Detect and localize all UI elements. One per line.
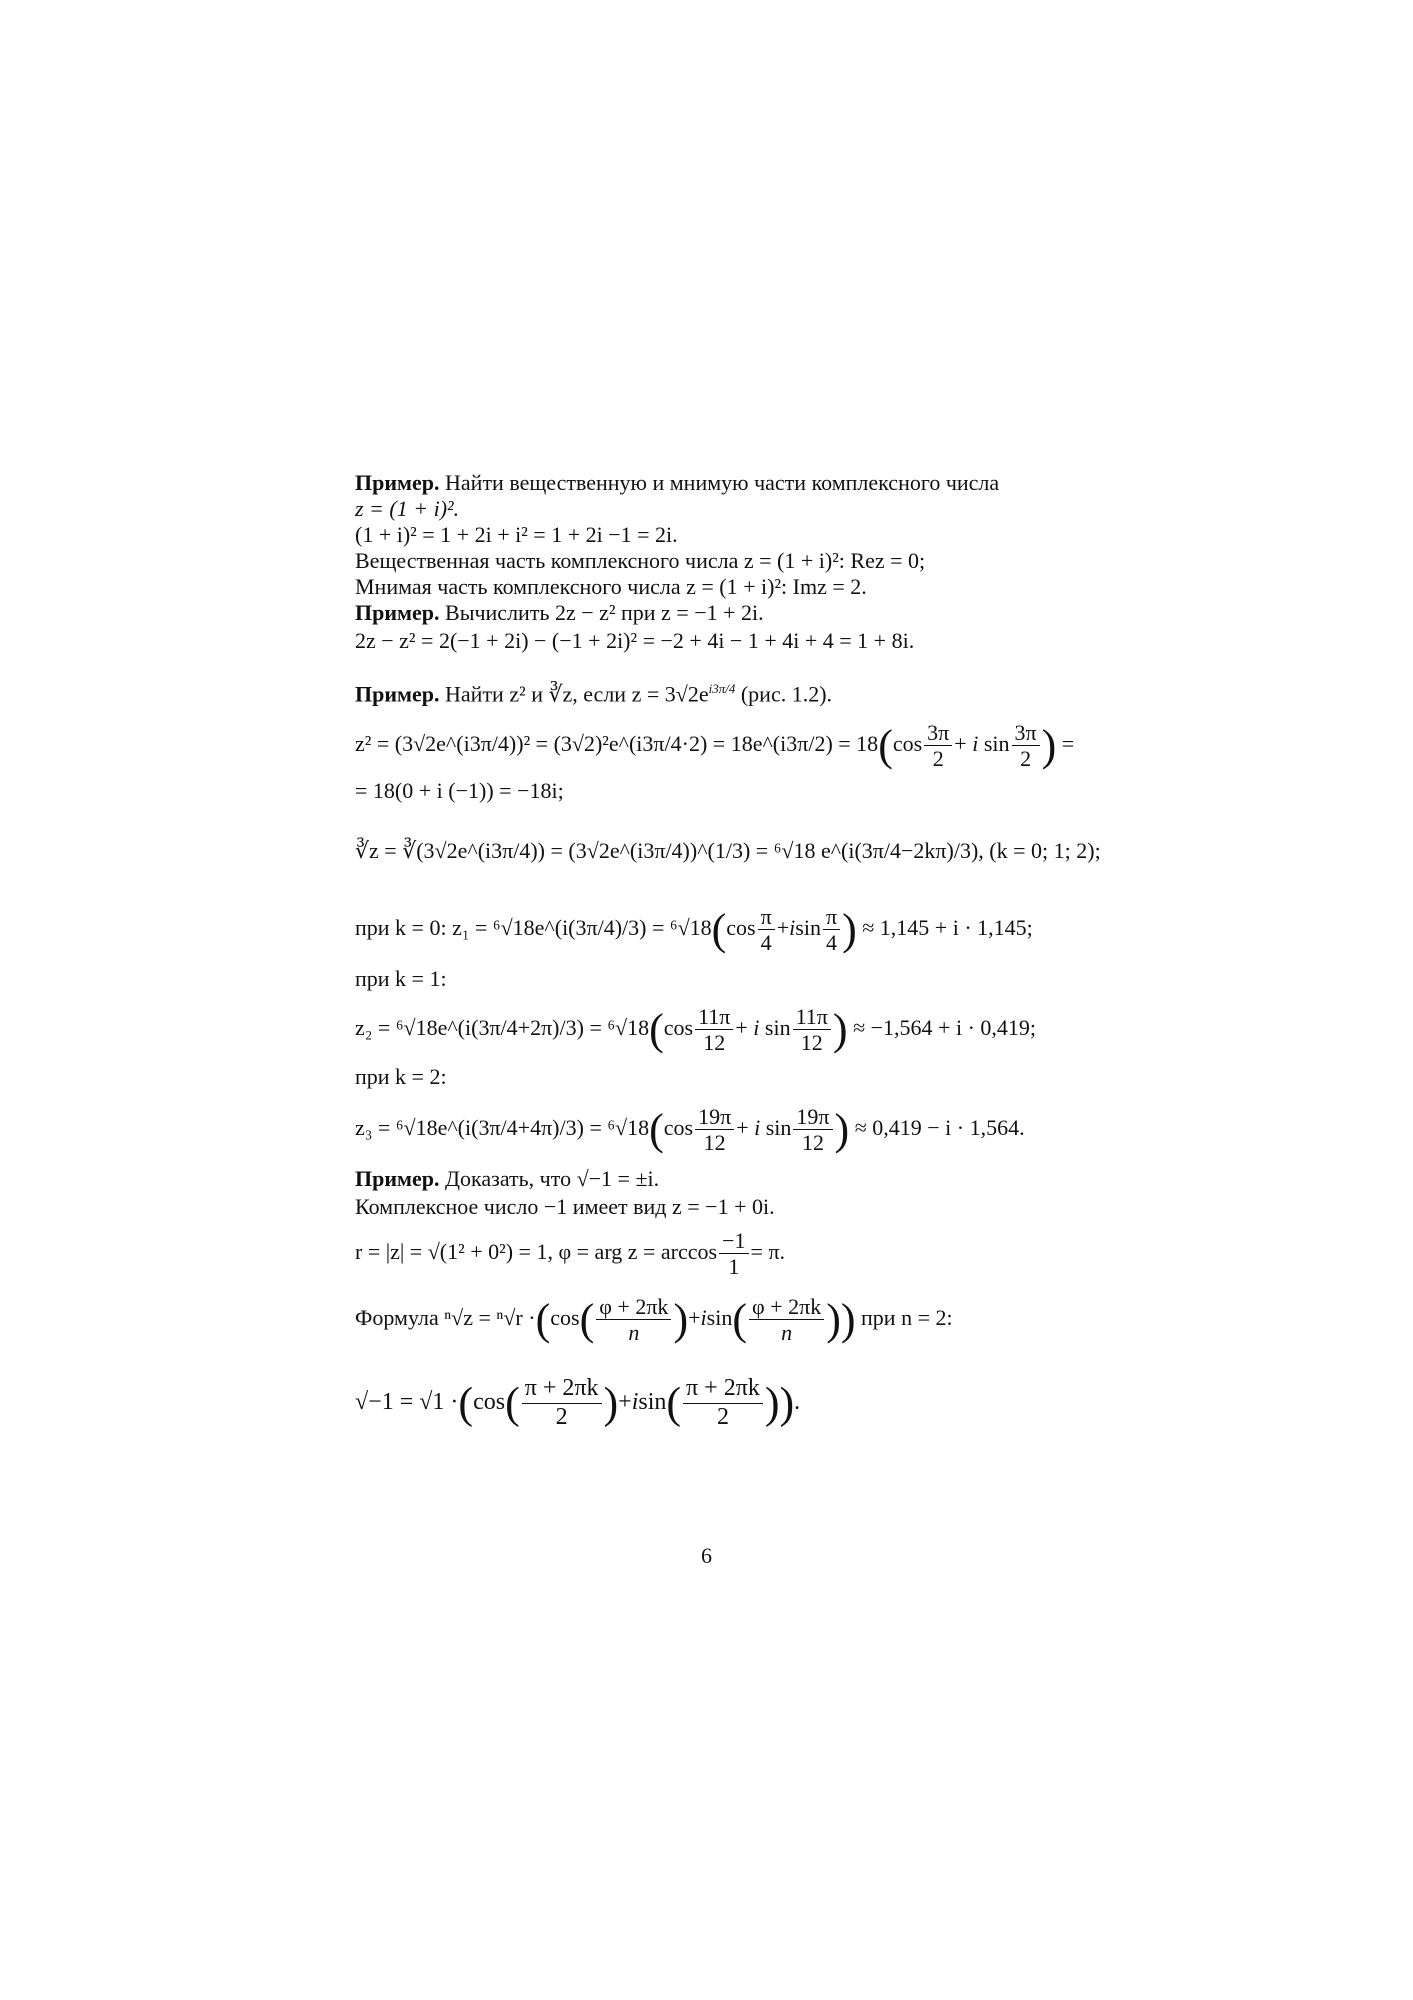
example3-title-a: Найти z² и ∛z, если z = 3√2e	[445, 681, 709, 707]
k1-line: z₂ = ⁶√18e^(i(3π/4+2π)/3) = ⁶√18(cos $\frac{11\pi}{12}$ + i sin $\frac{11\pi}{12}$ ) ≈ −1,564 + i · 0,419;	[355, 1004, 1037, 1056]
cube-root-line: ∛z = ∛(3√2e^(i3π/4)) = (3√2e^(i3π/4))^(1/3) = ⁶√18 e^(i(3π/4−2kπ)/3), (k = 0; 1; 2);	[355, 838, 1101, 863]
example2-title: Вычислить 2z − z² при z = −1 + 2i.	[445, 600, 764, 625]
example4-title: Доказать, что √−1 = ±i.	[445, 1166, 660, 1191]
fraction-numerator: 19π	[695, 1104, 734, 1130]
k1-label: при k = 1:	[355, 966, 447, 991]
fraction-denominator: 1	[728, 1254, 740, 1280]
k0-value: ≈ 1,145 + i · 1,145;	[862, 915, 1033, 940]
fraction-denominator: n	[628, 1320, 640, 1346]
example-label: Пример.	[355, 600, 440, 625]
fraction-numerator: 11π	[695, 1004, 733, 1030]
z-squared-expression: z² = (3√2e^(i3π/4))² = (3√2)²e^(i3π/4·2) = 18e^(i3π/2) = 18	[355, 731, 879, 756]
fraction-denominator: 2	[932, 746, 944, 772]
z-squared-line: z² = (3√2e^(i3π/4))² = (3√2)²e^(i3π/4·2) = 18e^(i3π/2) = 18(cos $\frac{3\pi}{2}$ + i sin $\frac{3\pi}{2}$ ) =	[355, 720, 1075, 772]
fraction-denominator: 12	[801, 1130, 824, 1156]
argument-result: = π.	[750, 1239, 786, 1264]
example3-title-b: (рис. 1.2).	[740, 681, 833, 707]
fraction	[683, 1375, 763, 1431]
open-paren: (	[732, 1294, 747, 1344]
fraction-denominator: 12	[703, 1130, 726, 1156]
fraction-numerator: 11π	[793, 1004, 831, 1030]
fraction	[823, 904, 840, 956]
k2-value: ≈ 0,419 − i · 1,564.	[854, 1115, 1025, 1140]
fraction	[695, 1104, 734, 1156]
fraction	[719, 1228, 748, 1280]
fraction-numerator: φ + 2πk	[596, 1294, 671, 1320]
close-paren: )	[764, 1378, 780, 1428]
example1-calculation: (1 + i)² = 1 + 2i + i² = 1 + 2i −1 = 2i.	[355, 522, 678, 547]
close-paren: )	[779, 1378, 795, 1428]
close-paren: )	[826, 1294, 841, 1344]
fraction	[758, 904, 775, 956]
open-paren: (	[649, 1104, 664, 1154]
k2-lead: z₃ = ⁶√18e^(i(3π/4+4π)/3) = ⁶√18	[355, 1115, 650, 1140]
open-paren: (	[579, 1294, 595, 1344]
k1-value: ≈ −1,564 + i · 0,419;	[853, 1015, 1037, 1040]
close-paren: )	[832, 1004, 848, 1054]
example-label: Пример.	[355, 1166, 440, 1191]
example-label: Пример.	[355, 470, 440, 495]
example1-imaginary-part: Мнимая часть комплексного числа z = (1 + i)²: Imz = 2.	[355, 574, 867, 599]
open-paren: (	[505, 1378, 520, 1428]
close-paren: )	[603, 1378, 619, 1428]
root-formula-line: Формула ⁿ√z = ⁿ√r ·(cos( $\frac{\varphi + 2\pi k}{n}$ )+isin( $\frac{\varphi + 2\pi k}{n}$ )) при n = 2:	[355, 1294, 953, 1346]
z-squared-result: = 18(0 + i (−1)) = −18i;	[355, 778, 564, 803]
example3-title-exponent: i3π/4	[708, 681, 736, 696]
final-line: √−1 = √1 ·(cos( $\frac{\pi + 2\pi k}{2}$ )+isin( $\frac{\pi + 2\pi k}{2}$ )).	[355, 1375, 801, 1430]
fraction-numerator: π	[758, 904, 775, 930]
fraction	[1012, 720, 1040, 772]
fraction	[793, 1104, 832, 1156]
example2-title-line	[355, 600, 764, 626]
close-paren: )	[1041, 720, 1057, 770]
close-paren: )	[673, 1294, 689, 1344]
close-paren: )	[840, 1294, 856, 1344]
example1-title-line	[355, 470, 999, 496]
example1-definition: z = (1 + i)².	[355, 496, 460, 521]
fraction	[695, 1004, 733, 1056]
open-paren: (	[666, 1378, 682, 1428]
fraction-denominator: 2	[555, 1403, 568, 1430]
example-label: Пример.	[355, 681, 440, 707]
fraction-numerator: 19π	[793, 1104, 832, 1130]
open-paren: (	[535, 1294, 551, 1344]
fraction-numerator: −1	[719, 1228, 748, 1254]
open-paren: (	[458, 1378, 474, 1428]
example4-line2	[355, 1224, 785, 1280]
formula-tail: при n = 2:	[861, 1305, 953, 1330]
fraction-denominator: 2	[1020, 746, 1032, 772]
fraction	[522, 1375, 602, 1431]
example2-calculation: 2z − z² = 2(−1 + 2i) − (−1 + 2i)² = −2 + 4i − 1 + 4i + 4 = 1 + 8i.	[355, 628, 915, 653]
open-paren: (	[711, 904, 727, 954]
fraction-numerator: 3π	[1012, 720, 1040, 746]
page-number: 6	[701, 1543, 712, 1568]
close-paren: )	[842, 904, 857, 954]
fraction	[924, 720, 952, 772]
close-paren: )	[834, 1104, 850, 1154]
k2-label: при k = 2:	[355, 1064, 447, 1089]
k1-lead: z₂ = ⁶√18e^(i(3π/4+2π)/3) = ⁶√18	[355, 1015, 650, 1040]
fraction-numerator: 3π	[924, 720, 952, 746]
modulus-argument: r = |z| = √(1² + 0²) = 1, φ = arg z = arccos	[355, 1239, 718, 1264]
fraction-numerator: π	[823, 904, 840, 930]
fraction	[596, 1294, 671, 1346]
fraction-denominator: 12	[800, 1030, 823, 1056]
example4-title-line	[355, 1166, 659, 1192]
open-paren: (	[878, 720, 893, 770]
fraction	[793, 1004, 831, 1056]
fraction-denominator: 4	[760, 930, 772, 956]
z-squared-trailing: =	[1061, 731, 1075, 756]
k2-line: z₃ = ⁶√18e^(i(3π/4+4π)/3) = ⁶√18(cos $\frac{19\pi}{12}$ + i sin $\frac{19\pi}{12}$ ) ≈ 0,419 − i · 1,564.	[355, 1104, 1025, 1156]
example3-title-line	[355, 676, 832, 707]
open-paren: (	[649, 1004, 664, 1054]
formula-lead: Формула ⁿ√z = ⁿ√r ·	[355, 1305, 536, 1330]
fraction-denominator: n	[781, 1320, 793, 1346]
example1-title: Найти вещественную и мнимую части комплексного числа	[445, 470, 1000, 495]
k0-lead: при k = 0: z₁ = ⁶√18e^(i(3π/4)/3) = ⁶√18	[355, 915, 712, 940]
fraction-numerator: π + 2πk	[683, 1375, 763, 1404]
k0-line: при k = 0: z₁ = ⁶√18e^(i(3π/4)/3) = ⁶√18(cos $\frac{\pi}{4}$ +isin $\frac{\pi}{4}$ ) ≈ 1,145 + i · 1,145;	[355, 904, 1033, 956]
fraction-denominator: 2	[716, 1403, 729, 1430]
fraction-denominator: 12	[703, 1030, 726, 1056]
final-lead: √−1 = √1 ·	[355, 1389, 459, 1415]
example4-line1: Комплексное число −1 имеет вид z = −1 + 0i.	[355, 1194, 775, 1219]
fraction-numerator: π + 2πk	[522, 1375, 602, 1404]
fraction	[749, 1294, 824, 1346]
fraction-numerator: φ + 2πk	[749, 1294, 824, 1320]
example1-real-part: Вещественная часть комплексного числа z = (1 + i)²: Rez = 0;	[355, 548, 926, 573]
fraction-denominator: 4	[826, 930, 838, 956]
